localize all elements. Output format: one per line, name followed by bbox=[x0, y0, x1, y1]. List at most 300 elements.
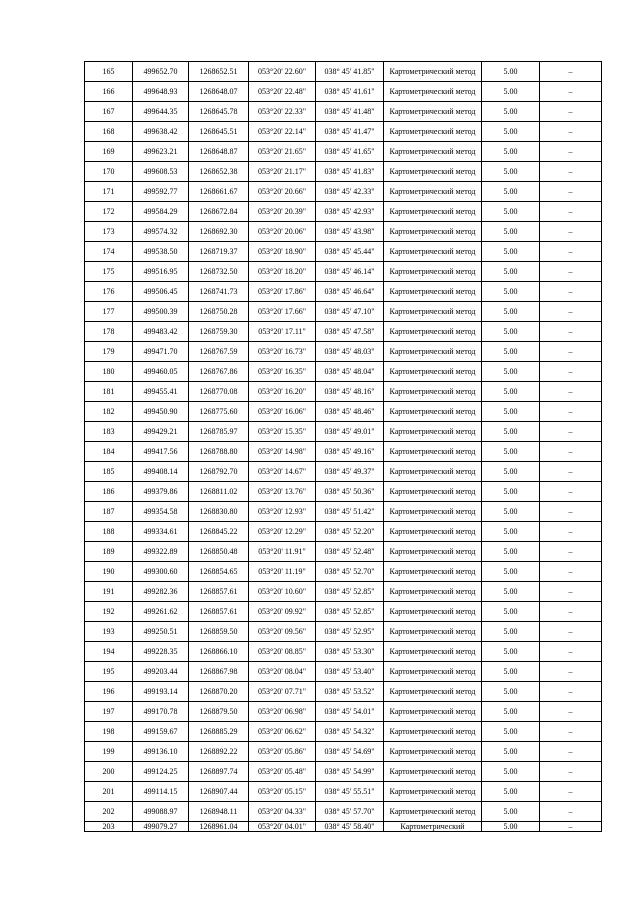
table-row bbox=[85, 362, 602, 382]
longitude-cell: 038° 45' 41.48" bbox=[316, 102, 384, 122]
method-cell: Картометрический метод bbox=[384, 362, 482, 382]
note-cell: – bbox=[540, 602, 602, 622]
method-cell: Картометрический метод bbox=[384, 782, 482, 802]
table-row bbox=[85, 182, 602, 202]
longitude-cell: 038° 45' 48.03" bbox=[316, 342, 384, 362]
latitude-cell: 053°20' 10.60" bbox=[249, 582, 316, 602]
y-coordinate-cell: 1268770.08 bbox=[189, 382, 249, 402]
x-coordinate-cell: 499354.58 bbox=[133, 502, 189, 522]
accuracy-cell: 5.00 bbox=[482, 822, 540, 832]
x-coordinate-cell: 499623.21 bbox=[133, 142, 189, 162]
note-cell: – bbox=[540, 742, 602, 762]
method-cell: Картометрический метод bbox=[384, 322, 482, 342]
longitude-cell: 038° 45' 58.40" bbox=[316, 822, 384, 832]
y-coordinate-cell: 1268854.65 bbox=[189, 562, 249, 582]
x-coordinate-cell: 499261.62 bbox=[133, 602, 189, 622]
table-row bbox=[85, 642, 602, 662]
method-cell: Картометрический метод bbox=[384, 762, 482, 782]
table-row bbox=[85, 262, 602, 282]
table-row bbox=[85, 442, 602, 462]
accuracy-cell: 5.00 bbox=[482, 362, 540, 382]
accuracy-cell: 5.00 bbox=[482, 802, 540, 822]
y-coordinate-cell: 1268866.10 bbox=[189, 642, 249, 662]
method-cell: Картометрический метод bbox=[384, 302, 482, 322]
latitude-cell: 053°20' 17.11" bbox=[249, 322, 316, 342]
longitude-cell: 038° 45' 52.20" bbox=[316, 522, 384, 542]
x-coordinate-cell: 499506.45 bbox=[133, 282, 189, 302]
table-row bbox=[85, 382, 602, 402]
longitude-cell: 038° 45' 45.44" bbox=[316, 242, 384, 262]
accuracy-cell: 5.00 bbox=[482, 622, 540, 642]
x-coordinate-cell: 499483.42 bbox=[133, 322, 189, 342]
x-coordinate-cell: 499170.78 bbox=[133, 702, 189, 722]
y-coordinate-cell: 1268785.97 bbox=[189, 422, 249, 442]
longitude-cell: 038° 45' 52.48" bbox=[316, 542, 384, 562]
point-number-cell: 171 bbox=[85, 182, 133, 202]
latitude-cell: 053°20' 09.92" bbox=[249, 602, 316, 622]
table-row bbox=[85, 322, 602, 342]
latitude-cell: 053°20' 12.93" bbox=[249, 502, 316, 522]
note-cell: – bbox=[540, 642, 602, 662]
table-row bbox=[85, 82, 602, 102]
note-cell: – bbox=[540, 162, 602, 182]
method-cell: Картометрический метод bbox=[384, 702, 482, 722]
method-cell: Картометрический метод bbox=[384, 422, 482, 442]
y-coordinate-cell: 1268661.67 bbox=[189, 182, 249, 202]
method-cell: Картометрический метод bbox=[384, 442, 482, 462]
x-coordinate-cell: 499193.14 bbox=[133, 682, 189, 702]
x-coordinate-cell: 499088.97 bbox=[133, 802, 189, 822]
table-row bbox=[85, 462, 602, 482]
note-cell: – bbox=[540, 302, 602, 322]
x-coordinate-cell: 499203.44 bbox=[133, 662, 189, 682]
longitude-cell: 038° 45' 47.58" bbox=[316, 322, 384, 342]
latitude-cell: 053°20' 21.65" bbox=[249, 142, 316, 162]
point-number-cell: 192 bbox=[85, 602, 133, 622]
table-row bbox=[85, 542, 602, 562]
y-coordinate-cell: 1268892.22 bbox=[189, 742, 249, 762]
table-row bbox=[85, 122, 602, 142]
table-row bbox=[85, 602, 602, 622]
accuracy-cell: 5.00 bbox=[482, 462, 540, 482]
longitude-cell: 038° 45' 54.69" bbox=[316, 742, 384, 762]
longitude-cell: 038° 45' 51.42" bbox=[316, 502, 384, 522]
x-coordinate-cell: 499450.90 bbox=[133, 402, 189, 422]
x-coordinate-cell: 499471.70 bbox=[133, 342, 189, 362]
y-coordinate-cell: 1268767.86 bbox=[189, 362, 249, 382]
method-cell: Картометрический метод bbox=[384, 142, 482, 162]
y-coordinate-cell: 1268645.51 bbox=[189, 122, 249, 142]
x-coordinate-cell: 499648.93 bbox=[133, 82, 189, 102]
latitude-cell: 053°20' 15.35" bbox=[249, 422, 316, 442]
note-cell: – bbox=[540, 462, 602, 482]
latitude-cell: 053°20' 20.39" bbox=[249, 202, 316, 222]
note-cell: – bbox=[540, 402, 602, 422]
table-row bbox=[85, 802, 602, 822]
y-coordinate-cell: 1268767.59 bbox=[189, 342, 249, 362]
accuracy-cell: 5.00 bbox=[482, 222, 540, 242]
longitude-cell: 038° 45' 52.85" bbox=[316, 582, 384, 602]
table-row bbox=[85, 742, 602, 762]
longitude-cell: 038° 45' 50.36" bbox=[316, 482, 384, 502]
point-number-cell: 199 bbox=[85, 742, 133, 762]
note-cell: – bbox=[540, 382, 602, 402]
latitude-cell: 053°20' 09.56" bbox=[249, 622, 316, 642]
note-cell: – bbox=[540, 102, 602, 122]
x-coordinate-cell: 499574.32 bbox=[133, 222, 189, 242]
latitude-cell: 053°20' 22.60" bbox=[249, 62, 316, 82]
latitude-cell: 053°20' 08.04" bbox=[249, 662, 316, 682]
table-row bbox=[85, 222, 602, 242]
latitude-cell: 053°20' 22.33" bbox=[249, 102, 316, 122]
table-row bbox=[85, 242, 602, 262]
method-cell: Картометрический метод bbox=[384, 482, 482, 502]
method-cell: Картометрический метод bbox=[384, 402, 482, 422]
table-row bbox=[85, 522, 602, 542]
note-cell: – bbox=[540, 82, 602, 102]
longitude-cell: 038° 45' 49.01" bbox=[316, 422, 384, 442]
point-number-cell: 196 bbox=[85, 682, 133, 702]
method-cell: Картометрический метод bbox=[384, 662, 482, 682]
note-cell: – bbox=[540, 282, 602, 302]
accuracy-cell: 5.00 bbox=[482, 722, 540, 742]
accuracy-cell: 5.00 bbox=[482, 382, 540, 402]
method-cell: Картометрический метод bbox=[384, 602, 482, 622]
point-number-cell: 168 bbox=[85, 122, 133, 142]
method-cell: Картометрический метод bbox=[384, 502, 482, 522]
table-row bbox=[85, 282, 602, 302]
latitude-cell: 053°20' 06.62" bbox=[249, 722, 316, 742]
method-cell: Картометрический метод bbox=[384, 682, 482, 702]
point-number-cell: 170 bbox=[85, 162, 133, 182]
latitude-cell: 053°20' 05.86" bbox=[249, 742, 316, 762]
accuracy-cell: 5.00 bbox=[482, 342, 540, 362]
x-coordinate-cell: 499455.41 bbox=[133, 382, 189, 402]
table-row bbox=[85, 162, 602, 182]
accuracy-cell: 5.00 bbox=[482, 442, 540, 462]
accuracy-cell: 5.00 bbox=[482, 122, 540, 142]
y-coordinate-cell: 1268775.60 bbox=[189, 402, 249, 422]
x-coordinate-cell: 499334.61 bbox=[133, 522, 189, 542]
point-number-cell: 176 bbox=[85, 282, 133, 302]
x-coordinate-cell: 499282.36 bbox=[133, 582, 189, 602]
accuracy-cell: 5.00 bbox=[482, 102, 540, 122]
latitude-cell: 053°20' 22.48" bbox=[249, 82, 316, 102]
point-number-cell: 165 bbox=[85, 62, 133, 82]
point-number-cell: 172 bbox=[85, 202, 133, 222]
accuracy-cell: 5.00 bbox=[482, 422, 540, 442]
x-coordinate-cell: 499608.53 bbox=[133, 162, 189, 182]
method-cell: Картометрический метод bbox=[384, 342, 482, 362]
latitude-cell: 053°20' 16.73" bbox=[249, 342, 316, 362]
table-row bbox=[85, 402, 602, 422]
method-cell: Картометрический метод bbox=[384, 282, 482, 302]
latitude-cell: 053°20' 04.01" bbox=[249, 822, 316, 832]
latitude-cell: 053°20' 11.19" bbox=[249, 562, 316, 582]
point-number-cell: 201 bbox=[85, 782, 133, 802]
accuracy-cell: 5.00 bbox=[482, 542, 540, 562]
y-coordinate-cell: 1268741.73 bbox=[189, 282, 249, 302]
point-number-cell: 191 bbox=[85, 582, 133, 602]
y-coordinate-cell: 1268750.28 bbox=[189, 302, 249, 322]
y-coordinate-cell: 1268859.50 bbox=[189, 622, 249, 642]
latitude-cell: 053°20' 20.66" bbox=[249, 182, 316, 202]
point-number-cell: 174 bbox=[85, 242, 133, 262]
accuracy-cell: 5.00 bbox=[482, 682, 540, 702]
longitude-cell: 038° 45' 53.30" bbox=[316, 642, 384, 662]
longitude-cell: 038° 45' 48.16" bbox=[316, 382, 384, 402]
x-coordinate-cell: 499159.67 bbox=[133, 722, 189, 742]
method-cell: Картометрический метод bbox=[384, 222, 482, 242]
latitude-cell: 053°20' 14.67" bbox=[249, 462, 316, 482]
accuracy-cell: 5.00 bbox=[482, 82, 540, 102]
note-cell: – bbox=[540, 442, 602, 462]
x-coordinate-cell: 499429.21 bbox=[133, 422, 189, 442]
point-number-cell: 185 bbox=[85, 462, 133, 482]
longitude-cell: 038° 45' 41.65" bbox=[316, 142, 384, 162]
y-coordinate-cell: 1268692.30 bbox=[189, 222, 249, 242]
latitude-cell: 053°20' 12.29" bbox=[249, 522, 316, 542]
accuracy-cell: 5.00 bbox=[482, 562, 540, 582]
longitude-cell: 038° 45' 53.40" bbox=[316, 662, 384, 682]
longitude-cell: 038° 45' 55.51" bbox=[316, 782, 384, 802]
x-coordinate-cell: 499417.56 bbox=[133, 442, 189, 462]
y-coordinate-cell: 1268870.20 bbox=[189, 682, 249, 702]
longitude-cell: 038° 45' 48.04" bbox=[316, 362, 384, 382]
x-coordinate-cell: 499644.35 bbox=[133, 102, 189, 122]
y-coordinate-cell: 1268850.48 bbox=[189, 542, 249, 562]
x-coordinate-cell: 499300.60 bbox=[133, 562, 189, 582]
y-coordinate-cell: 1268897.74 bbox=[189, 762, 249, 782]
y-coordinate-cell: 1268672.84 bbox=[189, 202, 249, 222]
x-coordinate-cell: 499538.50 bbox=[133, 242, 189, 262]
latitude-cell: 053°20' 05.15" bbox=[249, 782, 316, 802]
latitude-cell: 053°20' 16.35" bbox=[249, 362, 316, 382]
note-cell: – bbox=[540, 322, 602, 342]
method-cell: Картометрический метод bbox=[384, 542, 482, 562]
note-cell: – bbox=[540, 622, 602, 642]
point-number-cell: 189 bbox=[85, 542, 133, 562]
longitude-cell: 038° 45' 57.70" bbox=[316, 802, 384, 822]
note-cell: – bbox=[540, 142, 602, 162]
latitude-cell: 053°20' 07.71" bbox=[249, 682, 316, 702]
accuracy-cell: 5.00 bbox=[482, 262, 540, 282]
accuracy-cell: 5.00 bbox=[482, 62, 540, 82]
accuracy-cell: 5.00 bbox=[482, 742, 540, 762]
point-number-cell: 193 bbox=[85, 622, 133, 642]
longitude-cell: 038° 45' 41.47" bbox=[316, 122, 384, 142]
table-row bbox=[85, 202, 602, 222]
method-cell: Картометрический метод bbox=[384, 562, 482, 582]
accuracy-cell: 5.00 bbox=[482, 502, 540, 522]
method-cell: Картометрический метод bbox=[384, 62, 482, 82]
note-cell: – bbox=[540, 482, 602, 502]
table-row bbox=[85, 702, 602, 722]
longitude-cell: 038° 45' 52.95" bbox=[316, 622, 384, 642]
table-body bbox=[85, 62, 602, 832]
point-number-cell: 194 bbox=[85, 642, 133, 662]
y-coordinate-cell: 1268811.02 bbox=[189, 482, 249, 502]
note-cell: – bbox=[540, 722, 602, 742]
latitude-cell: 053°20' 14.98" bbox=[249, 442, 316, 462]
latitude-cell: 053°20' 13.76" bbox=[249, 482, 316, 502]
table-row bbox=[85, 622, 602, 642]
note-cell: – bbox=[540, 822, 602, 832]
x-coordinate-cell: 499516.95 bbox=[133, 262, 189, 282]
longitude-cell: 038° 45' 42.93" bbox=[316, 202, 384, 222]
longitude-cell: 038° 45' 54.99" bbox=[316, 762, 384, 782]
y-coordinate-cell: 1268652.51 bbox=[189, 62, 249, 82]
latitude-cell: 053°20' 21.17" bbox=[249, 162, 316, 182]
y-coordinate-cell: 1268792.70 bbox=[189, 462, 249, 482]
latitude-cell: 053°20' 17.86" bbox=[249, 282, 316, 302]
note-cell: – bbox=[540, 662, 602, 682]
point-number-cell: 183 bbox=[85, 422, 133, 442]
note-cell: – bbox=[540, 262, 602, 282]
y-coordinate-cell: 1268648.87 bbox=[189, 142, 249, 162]
y-coordinate-cell: 1268719.37 bbox=[189, 242, 249, 262]
y-coordinate-cell: 1268857.61 bbox=[189, 602, 249, 622]
point-number-cell: 173 bbox=[85, 222, 133, 242]
table-row bbox=[85, 102, 602, 122]
latitude-cell: 053°20' 18.90" bbox=[249, 242, 316, 262]
note-cell: – bbox=[540, 182, 602, 202]
point-number-cell: 182 bbox=[85, 402, 133, 422]
longitude-cell: 038° 45' 41.83" bbox=[316, 162, 384, 182]
longitude-cell: 038° 45' 52.85" bbox=[316, 602, 384, 622]
table-row bbox=[85, 822, 602, 832]
accuracy-cell: 5.00 bbox=[482, 242, 540, 262]
y-coordinate-cell: 1268907.44 bbox=[189, 782, 249, 802]
latitude-cell: 053°20' 06.98" bbox=[249, 702, 316, 722]
y-coordinate-cell: 1268961.04 bbox=[189, 822, 249, 832]
x-coordinate-cell: 499250.51 bbox=[133, 622, 189, 642]
longitude-cell: 038° 45' 49.16" bbox=[316, 442, 384, 462]
y-coordinate-cell: 1268857.61 bbox=[189, 582, 249, 602]
point-number-cell: 190 bbox=[85, 562, 133, 582]
method-cell: Картометрический метод bbox=[384, 242, 482, 262]
accuracy-cell: 5.00 bbox=[482, 702, 540, 722]
table-row bbox=[85, 302, 602, 322]
longitude-cell: 038° 45' 53.52" bbox=[316, 682, 384, 702]
point-number-cell: 175 bbox=[85, 262, 133, 282]
note-cell: – bbox=[540, 122, 602, 142]
latitude-cell: 053°20' 05.48" bbox=[249, 762, 316, 782]
x-coordinate-cell: 499136.10 bbox=[133, 742, 189, 762]
table-row bbox=[85, 502, 602, 522]
y-coordinate-cell: 1268867.98 bbox=[189, 662, 249, 682]
longitude-cell: 038° 45' 48.46" bbox=[316, 402, 384, 422]
point-number-cell: 178 bbox=[85, 322, 133, 342]
y-coordinate-cell: 1268759.30 bbox=[189, 322, 249, 342]
y-coordinate-cell: 1268648.07 bbox=[189, 82, 249, 102]
method-cell: Картометрический метод bbox=[384, 582, 482, 602]
note-cell: – bbox=[540, 762, 602, 782]
point-number-cell: 167 bbox=[85, 102, 133, 122]
point-number-cell: 195 bbox=[85, 662, 133, 682]
point-number-cell: 198 bbox=[85, 722, 133, 742]
note-cell: – bbox=[540, 62, 602, 82]
point-number-cell: 166 bbox=[85, 82, 133, 102]
y-coordinate-cell: 1268652.38 bbox=[189, 162, 249, 182]
x-coordinate-cell: 499379.86 bbox=[133, 482, 189, 502]
longitude-cell: 038° 45' 43.98" bbox=[316, 222, 384, 242]
accuracy-cell: 5.00 bbox=[482, 522, 540, 542]
point-number-cell: 188 bbox=[85, 522, 133, 542]
longitude-cell: 038° 45' 46.64" bbox=[316, 282, 384, 302]
longitude-cell: 038° 45' 52.70" bbox=[316, 562, 384, 582]
latitude-cell: 053°20' 17.66" bbox=[249, 302, 316, 322]
x-coordinate-cell: 499460.05 bbox=[133, 362, 189, 382]
y-coordinate-cell: 1268948.11 bbox=[189, 802, 249, 822]
note-cell: – bbox=[540, 422, 602, 442]
y-coordinate-cell: 1268830.80 bbox=[189, 502, 249, 522]
table-row bbox=[85, 482, 602, 502]
method-cell: Картометрический метод bbox=[384, 182, 482, 202]
x-coordinate-cell: 499408.14 bbox=[133, 462, 189, 482]
note-cell: – bbox=[540, 522, 602, 542]
accuracy-cell: 5.00 bbox=[482, 762, 540, 782]
point-number-cell: 186 bbox=[85, 482, 133, 502]
table-row bbox=[85, 342, 602, 362]
note-cell: – bbox=[540, 242, 602, 262]
x-coordinate-cell: 499638.42 bbox=[133, 122, 189, 142]
point-number-cell: 180 bbox=[85, 362, 133, 382]
note-cell: – bbox=[540, 542, 602, 562]
note-cell: – bbox=[540, 582, 602, 602]
x-coordinate-cell: 499592.77 bbox=[133, 182, 189, 202]
longitude-cell: 038° 45' 42.33" bbox=[316, 182, 384, 202]
note-cell: – bbox=[540, 342, 602, 362]
accuracy-cell: 5.00 bbox=[482, 662, 540, 682]
accuracy-cell: 5.00 bbox=[482, 142, 540, 162]
note-cell: – bbox=[540, 502, 602, 522]
point-number-cell: 181 bbox=[85, 382, 133, 402]
x-coordinate-cell: 499228.35 bbox=[133, 642, 189, 662]
point-number-cell: 177 bbox=[85, 302, 133, 322]
latitude-cell: 053°20' 18.20" bbox=[249, 262, 316, 282]
latitude-cell: 053°20' 16.06" bbox=[249, 402, 316, 422]
table-row bbox=[85, 762, 602, 782]
point-number-cell: 179 bbox=[85, 342, 133, 362]
method-cell: Картометрический метод bbox=[384, 742, 482, 762]
note-cell: – bbox=[540, 782, 602, 802]
table-row bbox=[85, 562, 602, 582]
method-cell: Картометрический bbox=[384, 822, 482, 832]
method-cell: Картометрический метод bbox=[384, 122, 482, 142]
y-coordinate-cell: 1268732.50 bbox=[189, 262, 249, 282]
note-cell: – bbox=[540, 202, 602, 222]
point-number-cell: 187 bbox=[85, 502, 133, 522]
method-cell: Картометрический метод bbox=[384, 382, 482, 402]
accuracy-cell: 5.00 bbox=[482, 162, 540, 182]
method-cell: Картометрический метод bbox=[384, 622, 482, 642]
accuracy-cell: 5.00 bbox=[482, 282, 540, 302]
point-number-cell: 169 bbox=[85, 142, 133, 162]
coordinates-table bbox=[84, 61, 602, 832]
latitude-cell: 053°20' 16.20" bbox=[249, 382, 316, 402]
table-row bbox=[85, 62, 602, 82]
method-cell: Картометрический метод bbox=[384, 522, 482, 542]
method-cell: Картометрический метод bbox=[384, 202, 482, 222]
x-coordinate-cell: 499500.39 bbox=[133, 302, 189, 322]
method-cell: Картометрический метод bbox=[384, 102, 482, 122]
accuracy-cell: 5.00 bbox=[482, 202, 540, 222]
latitude-cell: 053°20' 08.85" bbox=[249, 642, 316, 662]
table-row bbox=[85, 422, 602, 442]
method-cell: Картометрический метод bbox=[384, 642, 482, 662]
x-coordinate-cell: 499124.25 bbox=[133, 762, 189, 782]
